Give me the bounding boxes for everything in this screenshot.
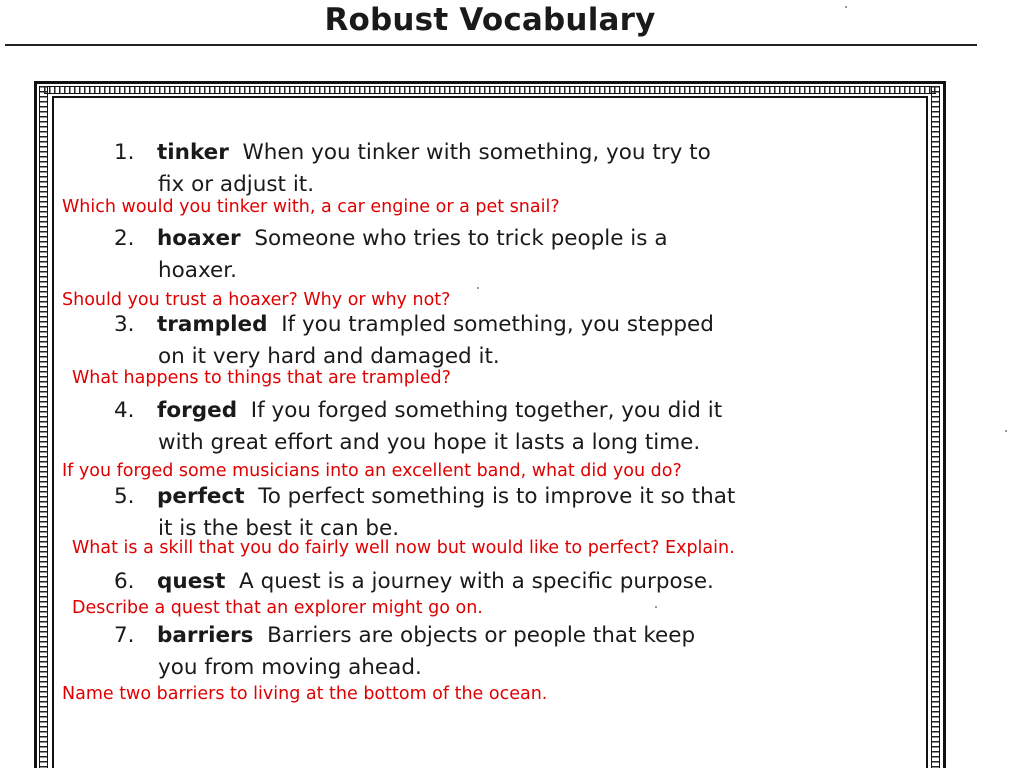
entry-number: 5. — [114, 484, 135, 509]
question-forged: If you forged some musicians into an excellent band, what did you do? — [62, 461, 682, 481]
scan-speck — [1005, 430, 1007, 432]
definition-line: Barriers are objects or people that keep — [267, 623, 696, 648]
vocab-entry-barriers — [114, 620, 874, 684]
frame-border-right — [931, 86, 940, 768]
vocab-entry-perfect — [114, 481, 874, 545]
entry-number: 3. — [114, 312, 135, 337]
definition-line: Someone who tries to trick people is a — [254, 226, 668, 251]
entry-number: 2. — [114, 226, 135, 251]
scan-speck — [477, 287, 479, 289]
title-divider — [5, 44, 977, 46]
vocab-entry-quest — [114, 566, 874, 598]
vocab-entry-forged — [114, 395, 874, 459]
vocab-entry-trampled — [114, 309, 874, 373]
question-hoaxer: Should you trust a hoaxer? Why or why not? — [62, 290, 451, 310]
question-quest: Describe a quest that an explorer might go on. — [72, 598, 483, 618]
vocab-word: quest — [157, 569, 226, 594]
entry-number: 6. — [114, 569, 135, 594]
definition-line: it is the best it can be. — [158, 516, 400, 541]
definition-line: you from moving ahead. — [158, 655, 422, 680]
vocab-word: barriers — [157, 623, 254, 648]
definition-line: A quest is a journey with a specific purpose. — [239, 569, 714, 594]
frame-border-left — [39, 86, 48, 768]
vocab-word: hoaxer — [157, 226, 241, 251]
definition-line: When you tinker with something, you try to — [242, 140, 711, 165]
definition-line: fix or adjust it. — [158, 172, 315, 197]
entry-number: 7. — [114, 623, 135, 648]
vocab-entry-hoaxer — [114, 223, 874, 287]
vocab-word: perfect — [157, 484, 245, 509]
entry-number: 4. — [114, 398, 135, 423]
definition-line: To perfect something is to improve it so that — [258, 484, 736, 509]
question-trampled: What happens to things that are trampled? — [72, 368, 451, 388]
entry-number: 1. — [114, 140, 135, 165]
page-title: Robust Vocabulary — [324, 2, 656, 38]
scan-speck — [845, 6, 847, 8]
definition-line: hoaxer. — [158, 258, 237, 283]
question-tinker: Which would you tinker with, a car engine or a pet snail? — [62, 197, 560, 217]
vocab-word: tinker — [157, 140, 229, 165]
definition-line: If you trampled something, you stepped — [281, 312, 714, 337]
definition-line: with great effort and you hope it lasts a long time. — [158, 430, 701, 455]
vocab-entry-tinker — [114, 137, 874, 201]
vocab-word: trampled — [157, 312, 268, 337]
question-barriers: Name two barriers to living at the bottom of the ocean. — [62, 684, 548, 704]
definition-line: If you forged something together, you did it — [250, 398, 723, 423]
definition-line: on it very hard and damaged it. — [158, 344, 500, 369]
question-perfect: What is a skill that you do fairly well now but would like to perfect? Explain. — [72, 538, 735, 558]
frame-border-top — [44, 86, 936, 94]
vocab-word: forged — [157, 398, 238, 423]
scan-speck — [655, 606, 657, 608]
